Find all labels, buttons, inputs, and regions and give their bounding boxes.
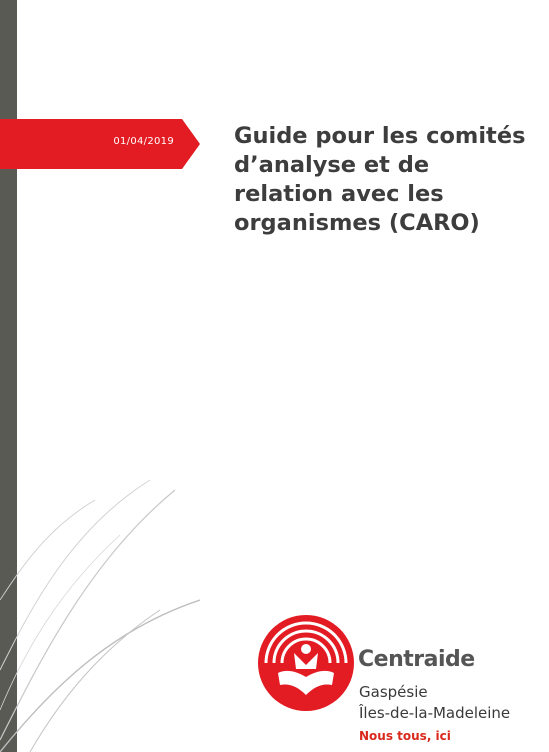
title-line: relation avec les (234, 181, 444, 207)
title-line: organismes (CARO) (234, 210, 480, 236)
centraide-hand-logo-icon (256, 613, 356, 713)
decorative-swooshes (0, 440, 200, 752)
date-banner (0, 119, 200, 169)
document-title (234, 122, 534, 238)
region-name-line-2: Îles-de-la-Madeleine (359, 704, 511, 722)
brand-name: Centraide (358, 647, 475, 672)
tagline: Nous tous, ici (359, 729, 451, 743)
title-line: d’analyse et de (234, 152, 430, 178)
centraide-logo (256, 613, 546, 748)
region-name-line-1: Gaspésie (359, 683, 428, 701)
title-line: Guide pour les comités (234, 123, 526, 149)
document-date: 01/04/2019 (113, 136, 174, 147)
